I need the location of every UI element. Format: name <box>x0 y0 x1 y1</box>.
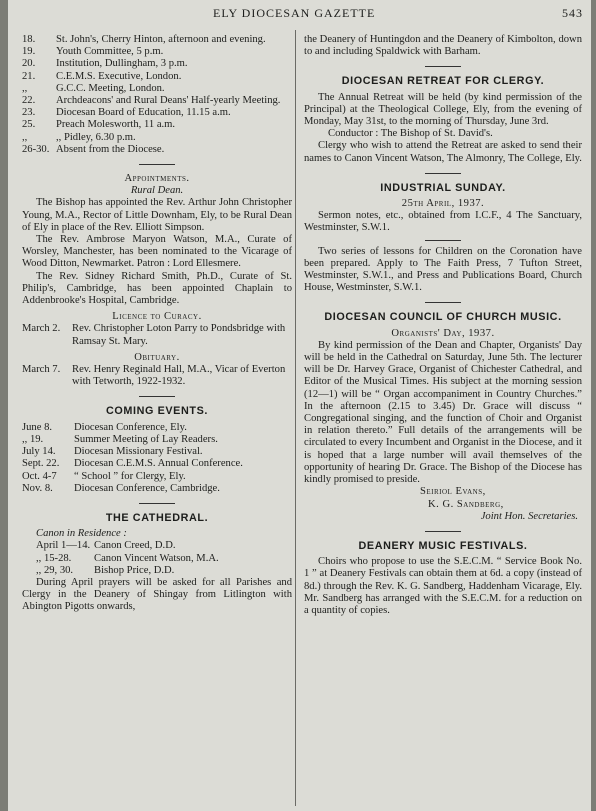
canon-heading: Canon in Residence : <box>36 528 127 540</box>
industrial-heading: INDUSTRIAL SUNDAY. <box>380 181 506 194</box>
gazette-page <box>8 0 591 811</box>
calendar-item: ,, G.C.C. Meeting, London. <box>22 82 165 94</box>
section-rule <box>425 240 461 241</box>
appointment-paragraph: The Bishop has appointed the Rev. Arthur John Christopher Young, M.A., Rector of Little Downham, Ely, to be Rural Dean of Ely in place of the Rev. Elliott Simpson. <box>22 197 292 233</box>
section-rule <box>425 173 461 174</box>
retreat-paragraph: The Annual Retreat will be held (by kind permission of the Principal) at the Theological College, Ely, from the evening of Monday, May 31st, to the morning of Thursday, June 3rd. <box>304 91 582 128</box>
calendar-list <box>22 34 292 156</box>
retreat-conductor: Conductor : The Bishop of St. David's. <box>328 128 493 140</box>
church-music-paragraph: By kind permission of the Dean and Chapter, Organists' Day will be held in the Cathedral on Saturday, June 5th. The lecturer will be Dr. Harvey Grace, Organist of Chichester Cathedral, and Editor of the Musical Times. His subject at the morning session (12—1) will be “ Organ accompaniment in Country Churches.” In the afternoon (2.15 to 3.45) Dr. Grace will discuss “ Congregational singing, and the function of Choir and Organist in relation thereto.” Full details of the arrangements will be circulated to every Incumbent and Organist in the Diocese, and it is hoped that a large number will avail themselves of the opportunity of hearing Dr. Grace. The Bishop of the Diocese has kindly promised to preside. <box>304 339 582 486</box>
section-rule <box>139 396 175 397</box>
section-rule <box>139 164 175 165</box>
canon-item: April 1—14. Canon Creed, D.D. <box>36 540 176 552</box>
calendar-item: 19. Youth Committee, 5 p.m. <box>22 46 164 58</box>
rural-dean-heading: Rural Dean. <box>130 185 184 197</box>
signature-name: K. G. Sandberg, <box>428 498 504 510</box>
calendar-item: 21. C.E.M.S. Executive, London. <box>22 70 182 82</box>
canon-item: ,, 15-28. Canon Vincent Watson, M.A. <box>36 552 219 564</box>
industrial-paragraph: Sermon notes, etc., obtained from I.C.F., 4 The Sanctuary, Westminster, S.W.1. <box>304 210 582 234</box>
event-item: Oct. 4-7 “ School ” for Clergy, Ely. <box>22 470 186 482</box>
appointment-paragraph: The Rev. Sidney Richard Smith, Ph.D., Curate of St. Philip's, Cambridge, has been appointed Chaplain to Addenbrooke's Hospital, Cambridge. <box>22 270 292 307</box>
calendar-item: 18. St. John's, Cherry Hinton, afternoon and evening. <box>22 34 266 45</box>
event-item: Sept. 22. Diocesan C.E.M.S. Annual Conference. <box>22 458 243 470</box>
event-item: July 14. Diocesan Missionary Festival. <box>22 446 203 458</box>
gazette-title: ELY DIOCESAN GAZETTE <box>213 6 376 20</box>
appointment-paragraph: The Rev. Ambrose Maryon Watson, M.A., Curate of Worsley, Manchester, has been nominated to the Vicarage of Wood Ditton, Newmarket. Patron : Lord Ellesmere. <box>22 234 292 270</box>
calendar-item: 22. Archdeacons' and Rural Deans' Half-yearly Meeting. <box>22 95 281 107</box>
signature-title: Joint Hon. Secretaries. <box>480 510 578 522</box>
event-item: June 8. Diocesan Conference, Ely. <box>22 421 187 433</box>
cathedral-heading: THE CATHEDRAL. <box>105 511 209 524</box>
organists-day-heading: Organists' Day, 1937. <box>391 327 495 339</box>
canon-item: ,, 29, 30. Bishop Price, D.D. <box>36 564 175 576</box>
licence-entry: March 2. Rev. Christopher Loton Parry to Pondsbridge with Ramsay St. Mary. <box>22 323 286 347</box>
calendar-item: ,, ,, Pidley, 6.30 p.m. <box>22 131 136 143</box>
section-rule <box>425 531 461 532</box>
coming-events-heading: COMING EVENTS. <box>106 405 208 418</box>
obituary-heading: Obituary. <box>134 351 180 363</box>
appointments-heading: Appointments. <box>124 173 190 185</box>
event-item: Nov. 8. Diocesan Conference, Cambridge. <box>22 482 220 494</box>
calendar-item: 26-30. Absent from the Diocese. <box>22 143 165 155</box>
section-rule <box>139 503 175 504</box>
event-item: ,, 19. Summer Meeting of Lay Readers. <box>22 433 218 445</box>
calendar-item: 23. Diocesan Board of Education, 11.15 a.m. <box>22 107 231 119</box>
industrial-paragraph: Two series of lessons for Children on the Coronation have been prepared. Apply to The Faith Press, 7 Tufton Street, Westminster, S.W.1., and Press and Publications Board, Church House, Westminster, S.W.1. <box>304 245 582 294</box>
calendar-item: 25. Preach Molesworth, 11 a.m. <box>22 119 176 131</box>
events-list <box>22 422 292 495</box>
cathedral-paragraph: During April prayers will be asked for all Parishes and Clergy in the Deanery of Shingay from Litlington with Abington Pigotts onwards, <box>22 576 292 613</box>
signature-name: Seiriol Evans, <box>420 486 486 498</box>
deanery-paragraph: Choirs who propose to use the S.E.C.M. “ Service Book No. 1 ” at Deanery Festivals can obtain them at 6d. a copy (instead of 8d.) through the Rev. K. G. Sandberg, Haddenham Vicarage, Ely. Mr. Sandberg has arranged with the S.E.C.M. for a reduction on a quantity of copies. <box>304 556 582 616</box>
obituary-entry: March 7. Rev. Henry Reginald Hall, M.A., Vicar of Everton with Tetworth, 1922-1932. <box>22 364 286 388</box>
left-column <box>22 34 292 614</box>
canon-list <box>22 540 292 577</box>
deanery-heading: DEANERY MUSIC FESTIVALS. <box>358 539 528 552</box>
right-column <box>304 34 582 617</box>
church-music-heading: DIOCESAN COUNCIL OF CHURCH MUSIC. <box>324 311 562 324</box>
section-rule <box>425 302 461 303</box>
licence-heading: Licence to Curacy. <box>112 311 202 323</box>
running-header <box>8 4 591 26</box>
retreat-heading: DIOCESAN RETREAT FOR CLERGY. <box>341 75 545 88</box>
column-divider <box>295 30 296 806</box>
page-number: 543 <box>562 6 583 20</box>
retreat-paragraph: Clergy who wish to attend the Retreat are asked to send their names to Canon Vincent Watson, The Almonry, The College, Ely. <box>304 140 582 164</box>
industrial-date: 25th April, 1937. <box>401 198 485 210</box>
continuation-text: the Deanery of Huntingdon and the Deanery of Kimbolton, down to and including Spaldwick with Barham. <box>304 34 582 58</box>
section-rule <box>425 66 461 67</box>
calendar-item: 20. Institution, Dullingham, 3 p.m. <box>22 58 188 70</box>
